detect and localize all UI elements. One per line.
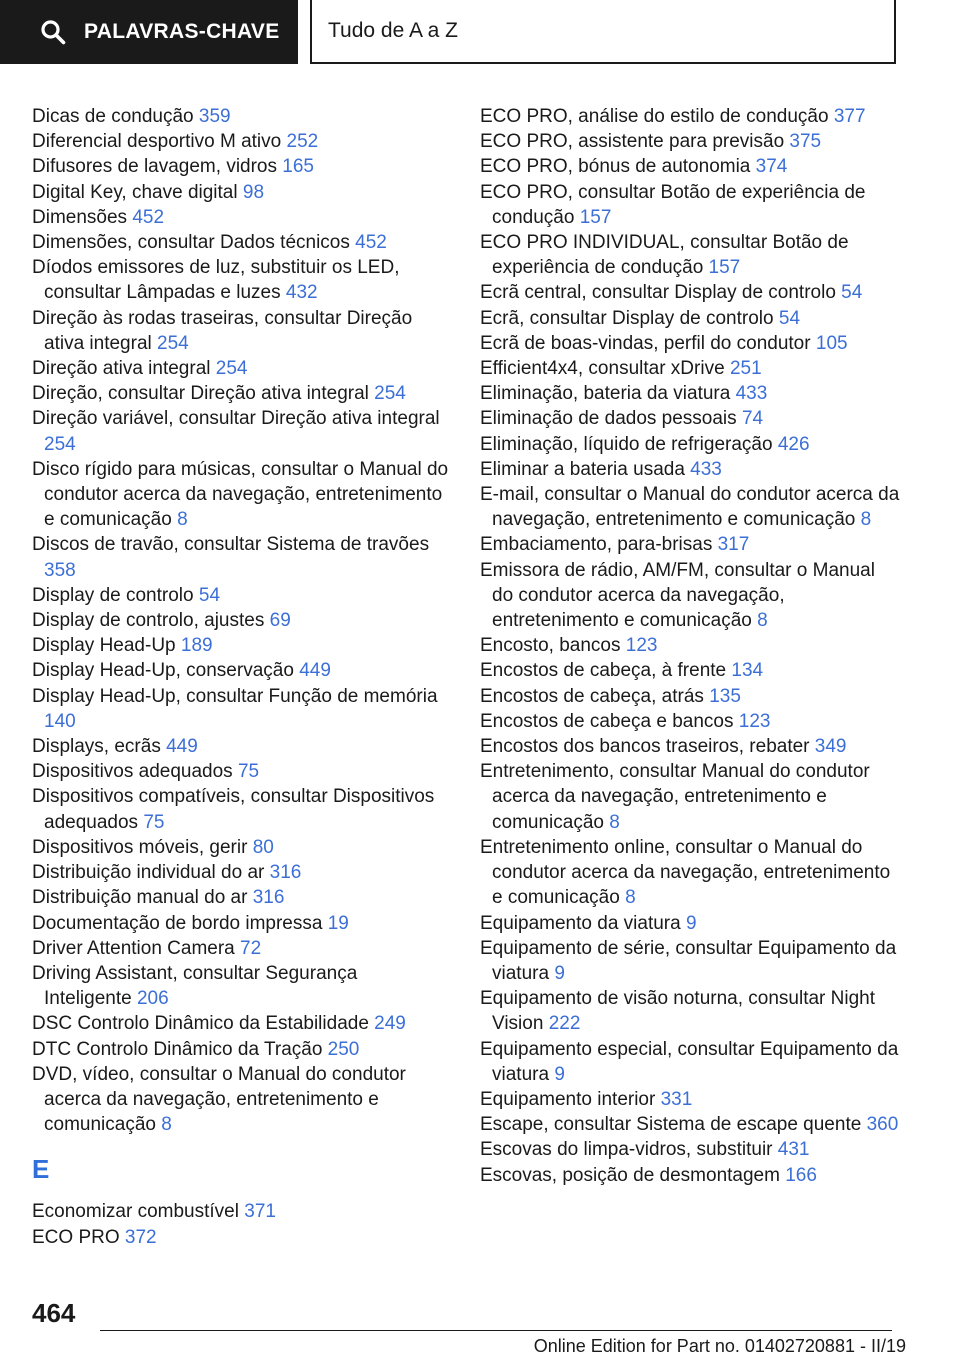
index-entry xyxy=(480,658,900,683)
index-entry xyxy=(32,658,450,683)
page-number: 464 xyxy=(32,1298,76,1328)
index-entry xyxy=(32,583,450,608)
index-term: Ecrã de boas-vindas, perfil do condutor xyxy=(480,332,811,354)
index-entry xyxy=(32,1199,450,1224)
index-term: Encosto, bancos xyxy=(480,635,621,657)
index-term: Eliminação, bateria da viatura xyxy=(480,383,731,405)
page-link[interactable]: 19 xyxy=(327,912,349,934)
index-entry xyxy=(32,835,450,860)
page-link[interactable]: 134 xyxy=(731,660,764,682)
index-entry xyxy=(480,532,900,557)
page-link[interactable]: 8 xyxy=(625,887,636,909)
index-entry xyxy=(32,784,450,834)
page-link[interactable]: 166 xyxy=(785,1164,817,1186)
index-term: Ecrã, consultar Display de controlo xyxy=(480,307,774,329)
index-term: Economizar combustível xyxy=(32,1201,239,1223)
index-term: Encostos de cabeça e bancos xyxy=(480,710,734,732)
footer-divider xyxy=(100,1330,892,1331)
page-link[interactable]: 449 xyxy=(166,736,198,758)
page-link[interactable]: 9 xyxy=(685,912,697,934)
index-entry xyxy=(32,911,450,936)
page-link[interactable]: 316 xyxy=(252,887,285,909)
index-term: ECO PRO INDIVIDUAL, consultar Botão de experiência de condução xyxy=(480,232,849,279)
page-link[interactable]: 189 xyxy=(180,635,213,657)
index-term: ECO PRO, bónus de autonomia xyxy=(480,156,751,178)
index-term: DSC Controlo Dinâmico da Estabilidade xyxy=(32,1013,369,1035)
page-link[interactable]: 54 xyxy=(841,282,863,304)
page-link[interactable]: 69 xyxy=(269,610,291,632)
page-link[interactable]: 371 xyxy=(244,1201,276,1223)
index-entry xyxy=(32,406,450,456)
page-link[interactable]: 75 xyxy=(143,811,165,833)
index-term: Encostos de cabeça, à frente xyxy=(480,660,727,682)
page-link[interactable]: 360 xyxy=(866,1114,899,1136)
index-entry xyxy=(480,734,900,759)
index-entry xyxy=(480,684,900,709)
index-entry xyxy=(32,356,450,381)
index-entry xyxy=(480,381,900,406)
footer-edition: Online Edition for Part no. 01402720881 - II/19 xyxy=(533,1336,906,1356)
page-link[interactable]: 8 xyxy=(860,509,872,531)
index-term: DVD, vídeo, consultar o Manual do condutor acerca da navegação, entretenimento e comunicação xyxy=(32,1063,406,1136)
page-link[interactable]: 123 xyxy=(625,635,658,657)
index-term: Display de controlo, ajustes xyxy=(32,610,265,632)
index-entry xyxy=(32,684,450,734)
page-header xyxy=(0,0,960,66)
index-term: Equipamento de série, consultar Equipamento da viatura xyxy=(480,937,897,984)
index-entry xyxy=(32,1037,450,1062)
index-term: Dispositivos compatíveis, consultar Dispositivos adequados xyxy=(32,786,435,833)
index-entry xyxy=(480,936,900,986)
index-term: DTC Controlo Dinâmico da Tração xyxy=(32,1038,323,1060)
index-entry xyxy=(480,835,900,911)
index-list-d xyxy=(32,104,450,1137)
page-link[interactable]: 80 xyxy=(252,836,274,858)
page-link[interactable]: 251 xyxy=(729,358,762,380)
page-link[interactable]: 317 xyxy=(717,534,750,556)
page-link[interactable]: 98 xyxy=(242,181,265,203)
page-link[interactable]: 135 xyxy=(709,685,741,707)
index-entry xyxy=(480,280,900,305)
index-column-left xyxy=(32,104,450,1250)
index-entry xyxy=(32,255,450,305)
index-entry xyxy=(32,961,450,1011)
index-term: Direção, consultar Direção ativa integral xyxy=(32,383,369,405)
index-entry xyxy=(480,558,900,634)
page-link[interactable]: 249 xyxy=(374,1013,406,1035)
index-entry xyxy=(480,180,900,230)
index-entry xyxy=(480,911,900,936)
page-link[interactable]: 359 xyxy=(198,106,231,127)
index-term: Entretenimento online, consultar o Manual do condutor acerca da navegação, entretenimento e comunicação xyxy=(480,836,891,909)
page-link[interactable]: 426 xyxy=(777,433,810,455)
index-term: Encostos dos bancos traseiros, rebater xyxy=(480,736,810,758)
index-entry xyxy=(32,885,450,910)
page-link[interactable]: 75 xyxy=(237,761,260,783)
index-term: Distribuição individual do ar xyxy=(32,862,265,884)
page-link[interactable]: 331 xyxy=(660,1088,693,1110)
index-entry xyxy=(480,709,900,734)
index-term: Driving Assistant, consultar Segurança Inteligente xyxy=(32,962,358,1010)
page-link[interactable]: 254 xyxy=(374,383,406,405)
index-entry xyxy=(32,205,450,230)
index-entry xyxy=(480,1137,900,1162)
page-link[interactable]: 206 xyxy=(136,988,169,1010)
page-link[interactable]: 252 xyxy=(286,131,319,153)
index-list-e xyxy=(32,1199,450,1249)
page-link[interactable]: 433 xyxy=(690,458,722,480)
page-link[interactable]: 452 xyxy=(132,206,165,228)
page-link[interactable]: 452 xyxy=(355,232,387,254)
index-term: Equipamento especial, consultar Equipamento da viatura xyxy=(480,1038,899,1085)
index-entry xyxy=(480,1163,900,1188)
index-term: Equipamento interior xyxy=(480,1088,656,1110)
index-entry xyxy=(480,432,900,457)
index-entry xyxy=(480,986,900,1036)
page-link[interactable]: 375 xyxy=(789,131,822,153)
index-term: Escovas do limpa-vidros, substituir xyxy=(480,1139,773,1161)
page-link[interactable]: 372 xyxy=(124,1226,157,1248)
index-term: Direção ativa integral xyxy=(32,358,211,380)
index-term: Digital Key, chave digital xyxy=(32,181,238,203)
index-term: Entretenimento, consultar Manual do condutor acerca da navegação, entretenimento e comunicação xyxy=(480,761,870,833)
page-link[interactable]: 165 xyxy=(282,156,314,178)
index-entry xyxy=(32,1225,450,1250)
index-entry xyxy=(32,180,450,205)
index-term: Díodos emissores de luz, substituir os LED, consultar Lâmpadas e luzes xyxy=(32,257,400,304)
index-entry xyxy=(480,1037,900,1087)
page-link[interactable]: 8 xyxy=(161,1114,172,1136)
index-term: Dicas de condução xyxy=(32,106,194,127)
index-term: Eliminar a bateria usada xyxy=(480,458,685,480)
index-entry xyxy=(32,633,450,658)
page-link[interactable]: 358 xyxy=(44,559,76,581)
index-term: ECO PRO, assistente para previsão xyxy=(480,131,785,153)
index-list-e-continued xyxy=(480,104,900,1188)
index-term: Diferencial desportivo M ativo xyxy=(32,131,282,153)
page-link[interactable]: 54 xyxy=(198,584,221,606)
page-link[interactable]: 8 xyxy=(757,610,768,632)
index-entry xyxy=(480,306,900,331)
index-entry xyxy=(32,129,450,154)
page-link[interactable]: 254 xyxy=(215,358,248,380)
index-term: Dimensões xyxy=(32,206,128,228)
index-term: ECO PRO, análise do estilo de condução xyxy=(480,106,829,127)
index-term: Equipamento de visão noturna, consultar Night Vision xyxy=(480,988,876,1035)
index-term: Display de controlo xyxy=(32,584,194,606)
page-link[interactable]: 250 xyxy=(327,1038,360,1060)
index-entry xyxy=(32,457,450,533)
index-entry xyxy=(32,381,450,406)
page-link[interactable]: 432 xyxy=(285,282,318,304)
index-entry xyxy=(480,331,900,356)
page-link[interactable]: 72 xyxy=(240,937,262,959)
page-link[interactable]: 9 xyxy=(554,962,565,984)
index-term: Dispositivos adequados xyxy=(32,761,233,783)
index-term: Direção variável, consultar Direção ativa integral xyxy=(32,408,440,430)
keywords-tab-label: PALAVRAS-CHAVE xyxy=(84,20,280,43)
keywords-tab[interactable] xyxy=(0,0,298,64)
page-link[interactable]: 105 xyxy=(815,332,848,354)
page-link[interactable]: 123 xyxy=(738,710,771,732)
page-link[interactable]: 74 xyxy=(741,408,764,430)
page-link[interactable]: 433 xyxy=(735,383,768,405)
index-term: Emissora de rádio, AM/FM, consultar o Manual do condutor acerca da navegação, entretenimento e comunicação xyxy=(480,559,875,632)
page-link[interactable]: 316 xyxy=(269,862,302,884)
index-entry xyxy=(480,633,900,658)
page-link[interactable]: 431 xyxy=(777,1139,810,1161)
index-entry xyxy=(480,482,900,532)
page-link[interactable]: 349 xyxy=(814,736,847,758)
page-link[interactable]: 8 xyxy=(177,509,188,531)
index-entry xyxy=(480,154,900,179)
index-term: Efficient4x4, consultar xDrive xyxy=(480,358,725,380)
index-entry xyxy=(32,1011,450,1036)
index-term: Embaciamento, para-brisas xyxy=(480,534,713,556)
index-entry xyxy=(32,608,450,633)
page-link[interactable]: 222 xyxy=(548,1013,581,1035)
index-term: Display Head-Up xyxy=(32,635,176,657)
index-term: Direção às rodas traseiras, consultar Direção ativa integral xyxy=(32,307,413,354)
index-term: Discos de travão, consultar Sistema de travões xyxy=(32,534,430,556)
section-letter: E xyxy=(32,1154,50,1185)
index-entry xyxy=(480,759,900,835)
index-term: Difusores de lavagem, vidros xyxy=(32,156,277,178)
index-term: Dispositivos móveis, gerir xyxy=(32,836,248,858)
index-entry xyxy=(32,1062,450,1138)
page-link[interactable]: 449 xyxy=(299,660,331,682)
index-entry xyxy=(32,104,450,129)
index-entry xyxy=(480,230,900,280)
index-entry xyxy=(480,457,900,482)
index-term: Eliminação, líquido de refrigeração xyxy=(480,433,773,455)
index-term: Driver Attention Camera xyxy=(32,937,235,959)
index-entry xyxy=(32,306,450,356)
page-link[interactable]: 157 xyxy=(579,206,612,228)
search-icon xyxy=(40,19,66,45)
index-entry xyxy=(480,1112,900,1137)
index-entry xyxy=(480,406,900,431)
index-term: ECO PRO, consultar Botão de experiência de condução xyxy=(480,181,866,228)
a-to-z-tab[interactable] xyxy=(310,0,896,64)
page-link[interactable]: 157 xyxy=(708,257,741,279)
index-entry xyxy=(480,104,900,129)
page-link[interactable]: 9 xyxy=(554,1063,565,1085)
index-entry xyxy=(480,129,900,154)
index-term: Equipamento da viatura xyxy=(480,912,681,934)
page-link[interactable]: 377 xyxy=(833,106,866,127)
page-link[interactable]: 140 xyxy=(44,710,76,732)
index-entry xyxy=(32,936,450,961)
index-term: E-mail, consultar o Manual do condutor acerca da navegação, entretenimento e comunicação xyxy=(480,484,900,531)
index-entry xyxy=(32,532,450,582)
page-link[interactable]: 254 xyxy=(44,433,76,455)
a-to-z-tab-label: Tudo de A a Z xyxy=(328,19,458,42)
index-entry xyxy=(32,860,450,885)
index-term: Display Head-Up, consultar Função de memória xyxy=(32,685,438,707)
index-entry xyxy=(32,154,450,179)
index-column-right xyxy=(480,104,900,1188)
index-term: Ecrã central, consultar Display de controlo xyxy=(480,282,836,304)
page-link[interactable]: 374 xyxy=(755,156,788,178)
index-term: Documentação de bordo impressa xyxy=(32,912,323,934)
index-term: ECO PRO xyxy=(32,1226,120,1248)
page-link[interactable]: 54 xyxy=(778,307,801,329)
index-entry xyxy=(32,759,450,784)
index-entry xyxy=(480,356,900,381)
index-term: Dimensões, consultar Dados técnicos xyxy=(32,232,350,254)
page-link[interactable]: 8 xyxy=(609,811,620,833)
index-entry xyxy=(32,734,450,759)
index-term: Display Head-Up, conservação xyxy=(32,660,294,682)
index-term: Displays, ecrãs xyxy=(32,736,161,758)
index-term: Eliminação de dados pessoais xyxy=(480,408,737,430)
index-entry xyxy=(480,1087,900,1112)
index-entry xyxy=(32,230,450,255)
index-term: Distribuição manual do ar xyxy=(32,887,248,909)
index-term: Encostos de cabeça, atrás xyxy=(480,685,704,707)
index-term: Escape, consultar Sistema de escape quente xyxy=(480,1114,862,1136)
page-link[interactable]: 254 xyxy=(157,332,189,354)
index-term: Escovas, posição de desmontagem xyxy=(480,1164,780,1186)
index-term: Disco rígido para músicas, consultar o Manual do condutor acerca da navegação, entretenimento e comunicação xyxy=(32,458,449,531)
